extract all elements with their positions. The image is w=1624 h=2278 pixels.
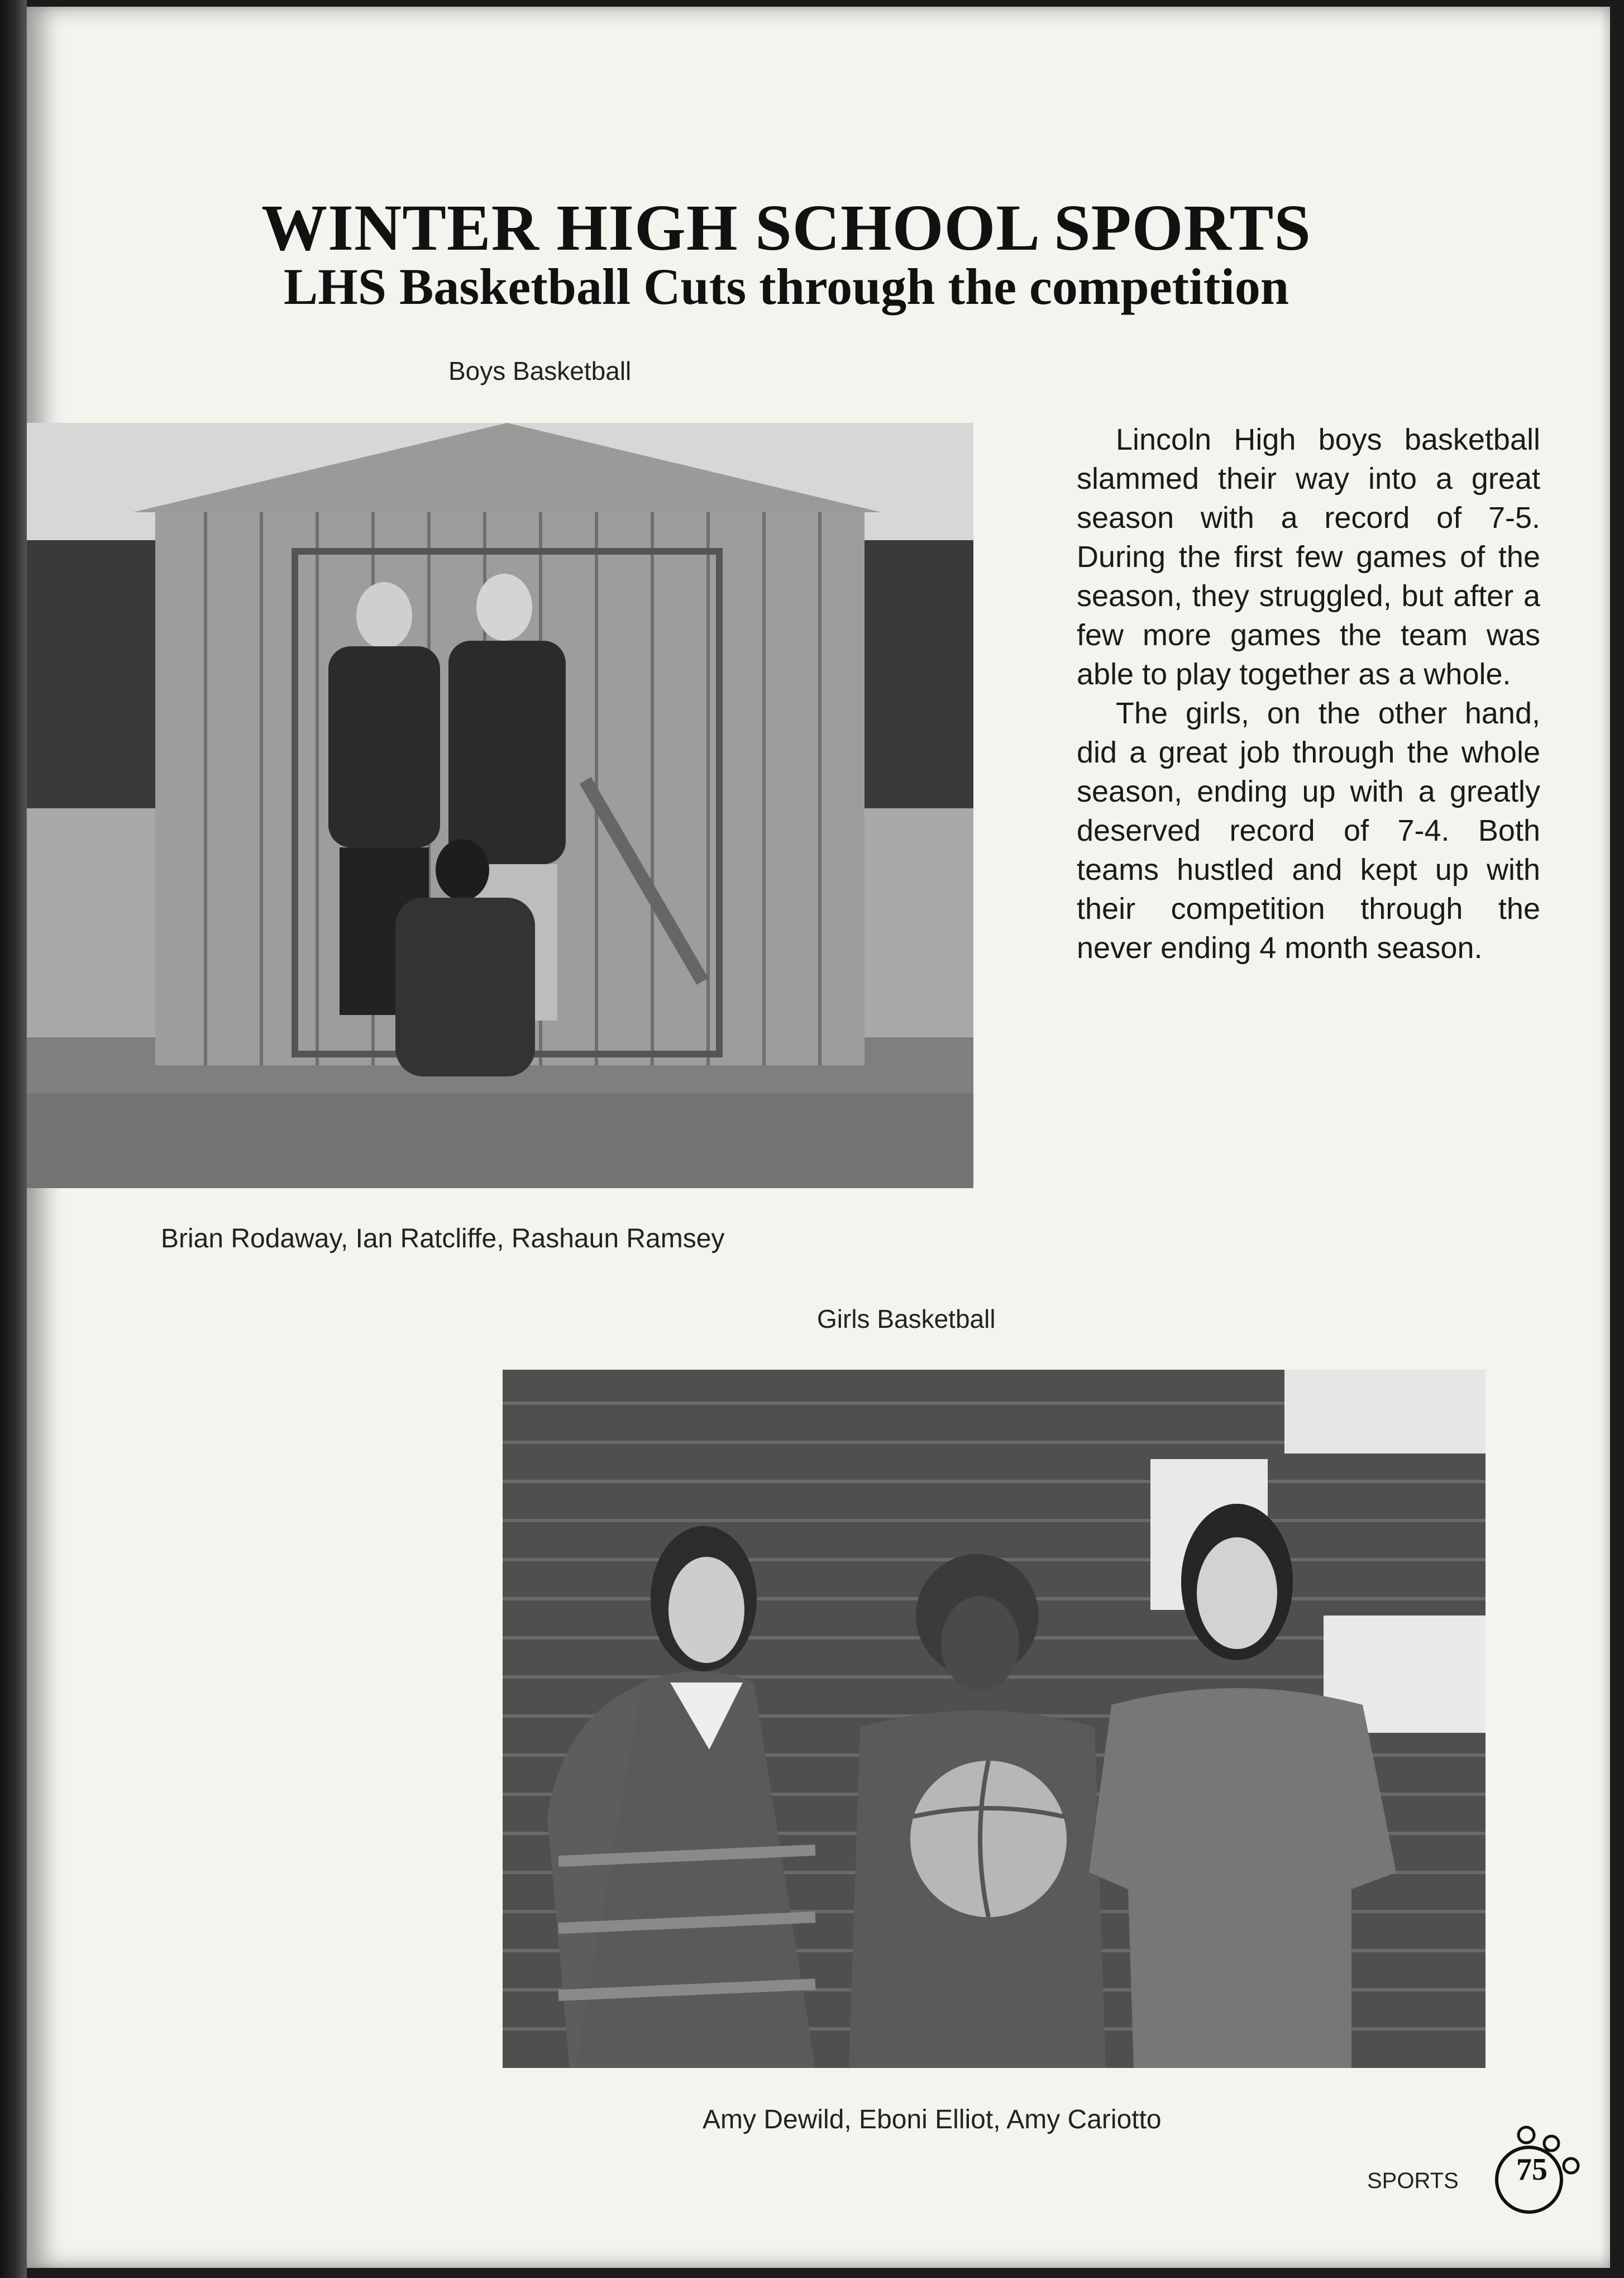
page-number: 75 — [1516, 2152, 1547, 2187]
girls-basketball-label: Girls Basketball — [817, 1304, 996, 1333]
yearbook-page — [27, 7, 1610, 2268]
boys-basketball-photo — [27, 423, 973, 1188]
article-paragraph: The girls, on the other hand, did a great job through the whole season, ending up with a greatly deserved record of 7-4. Both teams hustled and kept up with their competition through the never ending 4 month season. — [1077, 697, 1540, 965]
boys-basketball-label: Boys Basketball — [448, 356, 632, 385]
girls-photo-caption: Amy Dewild, Eboni Elliot, Amy Cariotto — [703, 2105, 1162, 2134]
boys-photo-caption: Brian Rodaway, Ian Ratcliffe, Rashaun Ramsey — [161, 1224, 725, 1254]
page-title: WINTER HIGH SCHOOL SPORTS — [261, 191, 1311, 264]
page-subtitle: LHS Basketball Cuts through the competition — [283, 258, 1289, 315]
girls-basketball-photo — [503, 1370, 1486, 2068]
book-spine — [0, 0, 27, 2278]
article-paragraph: Lincoln High boys basketball slammed their way into a great season with a record of 7-5. During the first few games of the season, they struggled, but after a few more games the team was able to play together as a whole. — [1077, 423, 1540, 691]
footer-section-label: SPORTS — [1367, 2169, 1459, 2193]
article-body — [1077, 420, 1540, 968]
